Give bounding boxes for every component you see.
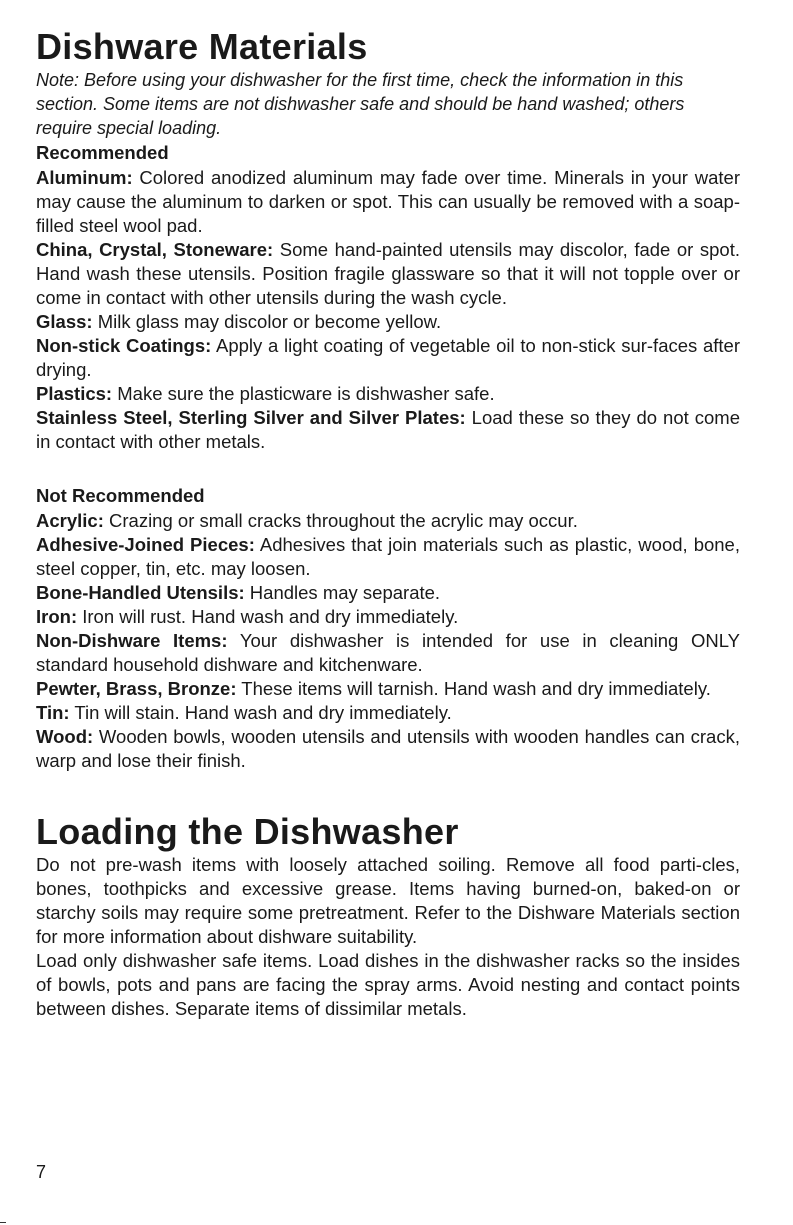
list-item	[36, 310, 740, 334]
item-label: Bone-Handled Utensils:	[36, 582, 245, 603]
item-text: Milk glass may discolor or become yellow.	[92, 311, 442, 332]
item-text: Some hand-painted utensils may discolor, fade or spot. Hand wash these utensils. Position fragile glassware so that it will not topple over or come in contact with other utensils during the wash cycle.	[36, 239, 740, 308]
list-item	[36, 382, 740, 406]
list-item	[36, 238, 740, 310]
recommended-list	[36, 166, 740, 454]
list-item	[36, 701, 740, 725]
item-text: Adhesives that join materials such as plastic, wood, bone, steel copper, tin, etc. may loosen.	[36, 534, 740, 579]
list-item	[36, 334, 740, 382]
item-label: Non-Dishware Items:	[36, 630, 228, 651]
item-label: China, Crystal, Stoneware:	[36, 239, 274, 260]
list-item	[36, 725, 740, 773]
list-item	[36, 533, 740, 581]
list-item	[36, 605, 740, 629]
item-text: These items will tarnish. Hand wash and dry immediately.	[236, 678, 711, 699]
item-label: Non-stick Coatings:	[36, 335, 212, 356]
section-title-dishware-materials: Dishware Materials	[36, 26, 368, 67]
spacer	[36, 454, 740, 483]
item-text: Make sure the plasticware is dishwasher safe.	[112, 383, 495, 404]
section-title-loading: Loading the Dishwasher	[36, 811, 459, 852]
list-item	[36, 629, 740, 677]
item-label: Pewter, Brass, Bronze:	[36, 678, 237, 699]
item-label: Adhesive-Joined Pieces:	[36, 534, 255, 555]
recommended-heading: Recommended	[36, 142, 169, 163]
list-item	[36, 677, 740, 701]
item-text: Iron will rust. Hand wash and dry immediately.	[77, 606, 459, 627]
item-text: Tin will stain. Hand wash and dry immediately.	[69, 702, 452, 723]
item-label: Aluminum:	[36, 167, 133, 188]
list-item	[36, 166, 740, 238]
item-label: Wood:	[36, 726, 94, 747]
item-label: Plastics:	[36, 383, 113, 404]
item-text: Handles may separate.	[244, 582, 441, 603]
item-text: Apply a light coating of vegetable oil to non-stick sur-faces after drying.	[36, 335, 740, 380]
list-item	[36, 581, 740, 605]
page-number: 7	[36, 1162, 47, 1182]
not-recommended-list	[36, 509, 740, 773]
list-item	[36, 406, 740, 454]
not-recommended-heading: Not Recommended	[36, 485, 205, 506]
item-text: Crazing or small cracks throughout the acrylic may occur.	[103, 510, 578, 531]
loading-paragraph: Load only dishwasher safe items. Load dishes in the dishwasher racks so the insides of bowls, pots and pans are facing the spray arms. Avoid nesting and contact points between dishes. Separate items of dissimilar metals.	[36, 950, 740, 1019]
manual-page	[36, 26, 740, 1021]
item-text: Wooden bowls, wooden utensils and utensils with wooden handles can crack, warp and lose their finish.	[36, 726, 740, 771]
item-label: Iron:	[36, 606, 78, 627]
item-label: Stainless Steel, Sterling Silver and Silver Plates:	[36, 407, 466, 428]
item-text: Your dishwasher is intended for use in cleaning ONLY standard household dishware and kitchenware.	[36, 630, 740, 675]
loading-paragraph: Do not pre-wash items with loosely attached soiling. Remove all food parti-cles, bones, toothpicks and excessive grease. Items having burned-on, baked-on or starchy soils may require some pretreatment. Refer to the Dishware Materials section for more information about dishware suitability.	[36, 854, 740, 947]
list-item	[36, 509, 740, 533]
item-label: Acrylic:	[36, 510, 104, 531]
item-label: Tin:	[36, 702, 70, 723]
item-label: Glass:	[36, 311, 93, 332]
item-text: Colored anodized aluminum may fade over time. Minerals in your water may cause the aluminum to darken or spot. This can usually be removed with a soap-filled steel wool pad.	[36, 167, 740, 236]
corner-mark	[0, 1222, 6, 1223]
intro-note: Note: Before using your dishwasher for the first time, check the information in this section. Some items are not dishwasher safe and should be hand washed; others require special loading.	[36, 70, 685, 138]
item-text: Load these so they do not come in contact with other metals.	[36, 407, 740, 452]
